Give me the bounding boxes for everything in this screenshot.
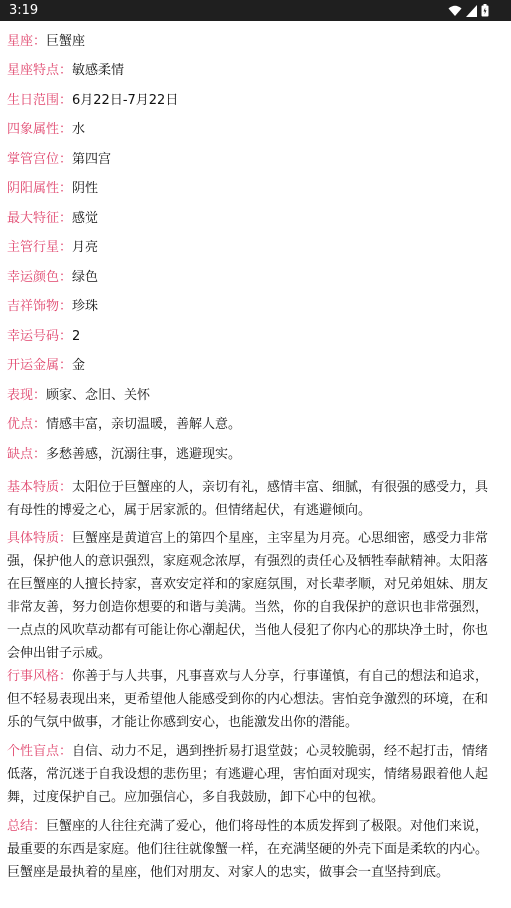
info-value: 水: [72, 122, 86, 137]
info-row-house: [7, 149, 499, 171]
info-value: 敏感柔情: [72, 63, 125, 78]
info-row-constellation: [7, 31, 499, 53]
info-value: 阴性: [72, 181, 99, 196]
paragraph-label: 行事风格：: [7, 669, 73, 684]
paragraph-label: 具体特质：: [7, 531, 73, 546]
info-label: 阴阳属性：: [7, 181, 73, 196]
info-value: 月亮: [72, 240, 99, 255]
info-label: 幸运号码：: [7, 329, 73, 344]
info-row-polarity: [7, 178, 499, 200]
paragraph-label: 总结：: [7, 819, 47, 834]
info-row-trait: [7, 60, 499, 82]
info-value: 第四宫: [72, 152, 112, 167]
battery-icon: [481, 4, 489, 17]
info-label: 主管行星：: [7, 240, 73, 255]
paragraph-specific-traits: [7, 527, 499, 665]
info-row-lucky-metal: [7, 355, 499, 377]
status-bar: [0, 0, 511, 21]
info-row-weaknesses: [7, 444, 499, 466]
paragraph-label: 基本特质：: [7, 480, 73, 495]
info-row-lucky-charm: [7, 296, 499, 318]
zodiac-detail-content: [0, 21, 511, 908]
paragraph-basic-traits: [7, 476, 499, 522]
info-label: 最大特征：: [7, 211, 73, 226]
info-label: 开运金属：: [7, 358, 73, 373]
paragraph-text: 太阳位于巨蟹座的人，亲切有礼，感情丰富、细腻，有很强的感受力，具有母性的博爱之心，属于居家派的。但情绪起伏，有逃避倾向。: [7, 480, 489, 518]
info-value: 多愁善感，沉溺往事，逃避现实。: [46, 447, 242, 462]
signal-icon: [466, 5, 477, 17]
info-label: 幸运颜色：: [7, 270, 73, 285]
info-row-behavior: [7, 385, 499, 407]
info-label: 四象属性：: [7, 122, 73, 137]
info-label: 星座特点：: [7, 63, 73, 78]
info-value: 6月22日-7月22日: [72, 93, 179, 108]
info-value: 顾家、念旧、关怀: [46, 388, 151, 403]
paragraph-text: 巨蟹座是黄道宫上的第四个星座，主宰星为月亮。心思细密，感受力非常强，保护他人的意识强烈，家庭观念浓厚，有强烈的责任心及牺牲奉献精神。太阳落在巨蟹座的人擅长持家，喜欢安定祥和的家庭氛围，对长辈孝顺，对兄弟姐妹、朋友非常友善，努力创造你想要的和谐与美满。当然，你的自我保护的意识也非常强烈，一点点的风吹草动都有可能让你心潮起伏，当他人侵犯了你内心的那块净土时，你也会伸出钳子示威。: [7, 531, 489, 661]
info-label: 表现：: [7, 388, 47, 403]
info-row-birthday-range: [7, 90, 499, 112]
status-icons: [448, 3, 489, 18]
paragraph-text: 自信、动力不足，遇到挫折易打退堂鼓；心灵较脆弱，经不起打击，情绪低落，常沉迷于自我设想的悲伤里；有逃避心理，害怕面对现实，情绪易跟着他人起舞，过度保护自己。应加强信心，多自我鼓励，卸下心中的包袱。: [7, 744, 489, 805]
info-label: 生日范围：: [7, 93, 73, 108]
info-row-ruling-planet: [7, 237, 499, 259]
info-row-key-feature: [7, 208, 499, 230]
info-label: 优点：: [7, 417, 47, 432]
info-row-lucky-number: [7, 326, 499, 348]
info-row-element: [7, 119, 499, 141]
info-label: 缺点：: [7, 447, 47, 462]
info-row-strengths: [7, 414, 499, 436]
paragraph-summary: [7, 815, 499, 884]
paragraph-label: 个性盲点：: [7, 744, 73, 759]
info-value: 金: [72, 358, 86, 373]
paragraph-blind-spots: [7, 740, 499, 809]
info-value: 绿色: [72, 270, 99, 285]
paragraph-text: 巨蟹座的人往往充满了爱心，他们将母性的本质发挥到了极限。对他们来说，最重要的东西是家庭。他们往往就像蟹一样，在充满坚硬的外壳下面是柔软的内心。巨蟹座是最执着的星座，他们对朋友、对家人的忠实，做事会一直坚持到底。: [7, 819, 489, 880]
paragraph-text: 你善于与人共事，凡事喜欢与人分享，行事谨慎，有自己的想法和追求，但不轻易表现出来，更希望他人能感受到你的内心想法。害怕竞争激烈的环境，在和乐的气氛中做事，才能让你感到安心，也能激发出你的潜能。: [7, 669, 489, 730]
info-value: 情感丰富，亲切温暖，善解人意。: [46, 417, 242, 432]
info-value: 珍珠: [72, 299, 99, 314]
info-row-lucky-color: [7, 267, 499, 289]
info-label: 吉祥饰物：: [7, 299, 73, 314]
info-value: 感觉: [72, 211, 99, 226]
info-value: 2: [72, 329, 81, 344]
info-label: 星座：: [7, 34, 47, 49]
wifi-icon: [448, 5, 462, 17]
paragraph-work-style: [7, 665, 499, 734]
status-time: 3:19: [9, 3, 39, 18]
info-label: 掌管宫位：: [7, 152, 73, 167]
info-value: 巨蟹座: [46, 34, 86, 49]
